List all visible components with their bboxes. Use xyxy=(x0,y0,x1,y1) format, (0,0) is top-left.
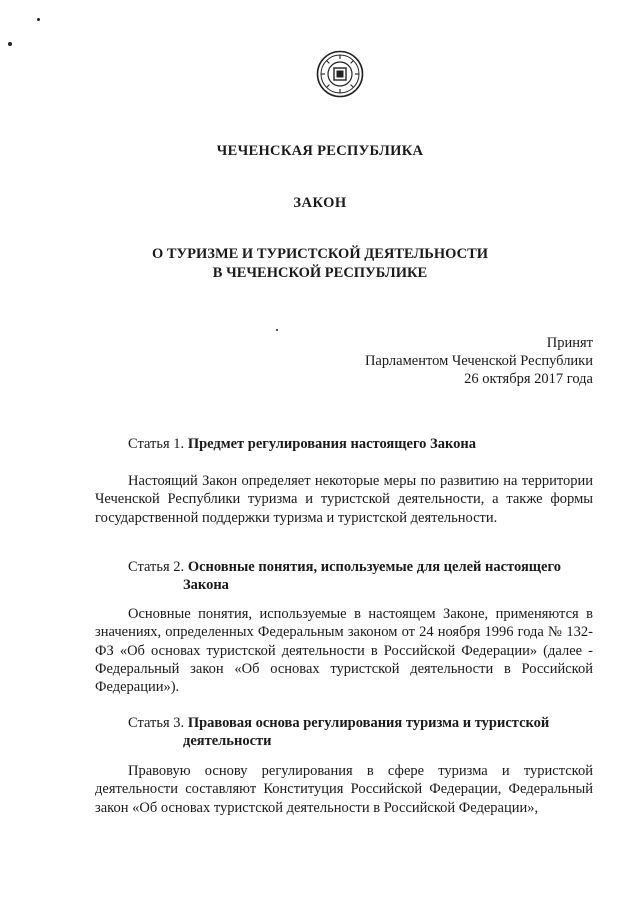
adoption-line: 26 октября 2017 года xyxy=(464,371,593,387)
republic-heading: ЧЕЧЕНСКАЯ РЕСПУБЛИКА xyxy=(216,143,424,159)
document-type-heading: ЗАКОН xyxy=(293,195,347,211)
law-title xyxy=(0,245,640,283)
article-text: Основные понятия, используемые в настоящем Законе, применяются в значениях, определенных Федеральным законом от 24 ноября 1996 года № 132-ФЗ «Об основах туристской деятельности в Российской Федерации» (далее - Федеральный закон «Об основах туристской деятельности в Российской Федерации»). xyxy=(95,606,593,696)
adoption-note xyxy=(365,334,593,388)
article-label: Статья 3. xyxy=(128,715,185,731)
article-text: Правовую основу регулирования в сфере туризма и туристской деятельности составляют Конституция Российской Федерации, Федеральный закон «Об основах туристской деятельности в Российской Федерации», xyxy=(95,763,593,816)
scan-speck xyxy=(276,329,278,331)
scan-speck xyxy=(8,42,12,46)
article-title: Предмет регулирования настоящего Закона xyxy=(187,436,476,452)
article-heading xyxy=(128,435,626,453)
scan-speck xyxy=(37,18,40,21)
article-label: Статья 2. xyxy=(128,559,185,575)
article-label: Статья 1. xyxy=(128,436,185,452)
adoption-line: Парламентом Чеченской Республики xyxy=(364,353,593,369)
article-heading xyxy=(128,714,594,750)
article-heading xyxy=(128,558,594,594)
law-title-line: В ЧЕЧЕНСКОЙ РЕСПУБЛИКЕ xyxy=(212,265,428,281)
article-title: Правовая основа регулирования туризма и туристской xyxy=(187,715,550,731)
emblem-icon xyxy=(316,50,364,98)
article-text: Настоящий Закон определяет некоторые меры по развитию на территории Чеченской Республики туризма и туристской деятельности, а также формы государственной поддержки туризма и туристской деятельности. xyxy=(95,473,593,526)
adoption-line: Принят xyxy=(546,335,593,351)
law-title-line: О ТУРИЗМЕ И ТУРИСТСКОЙ ДЕЯТЕЛЬНОСТИ xyxy=(151,246,489,262)
article-title-continued: деятельности xyxy=(183,733,272,749)
article-title-continued: Закона xyxy=(183,577,229,593)
article-title: Основные понятия, используемые для целей настоящего xyxy=(187,559,561,575)
